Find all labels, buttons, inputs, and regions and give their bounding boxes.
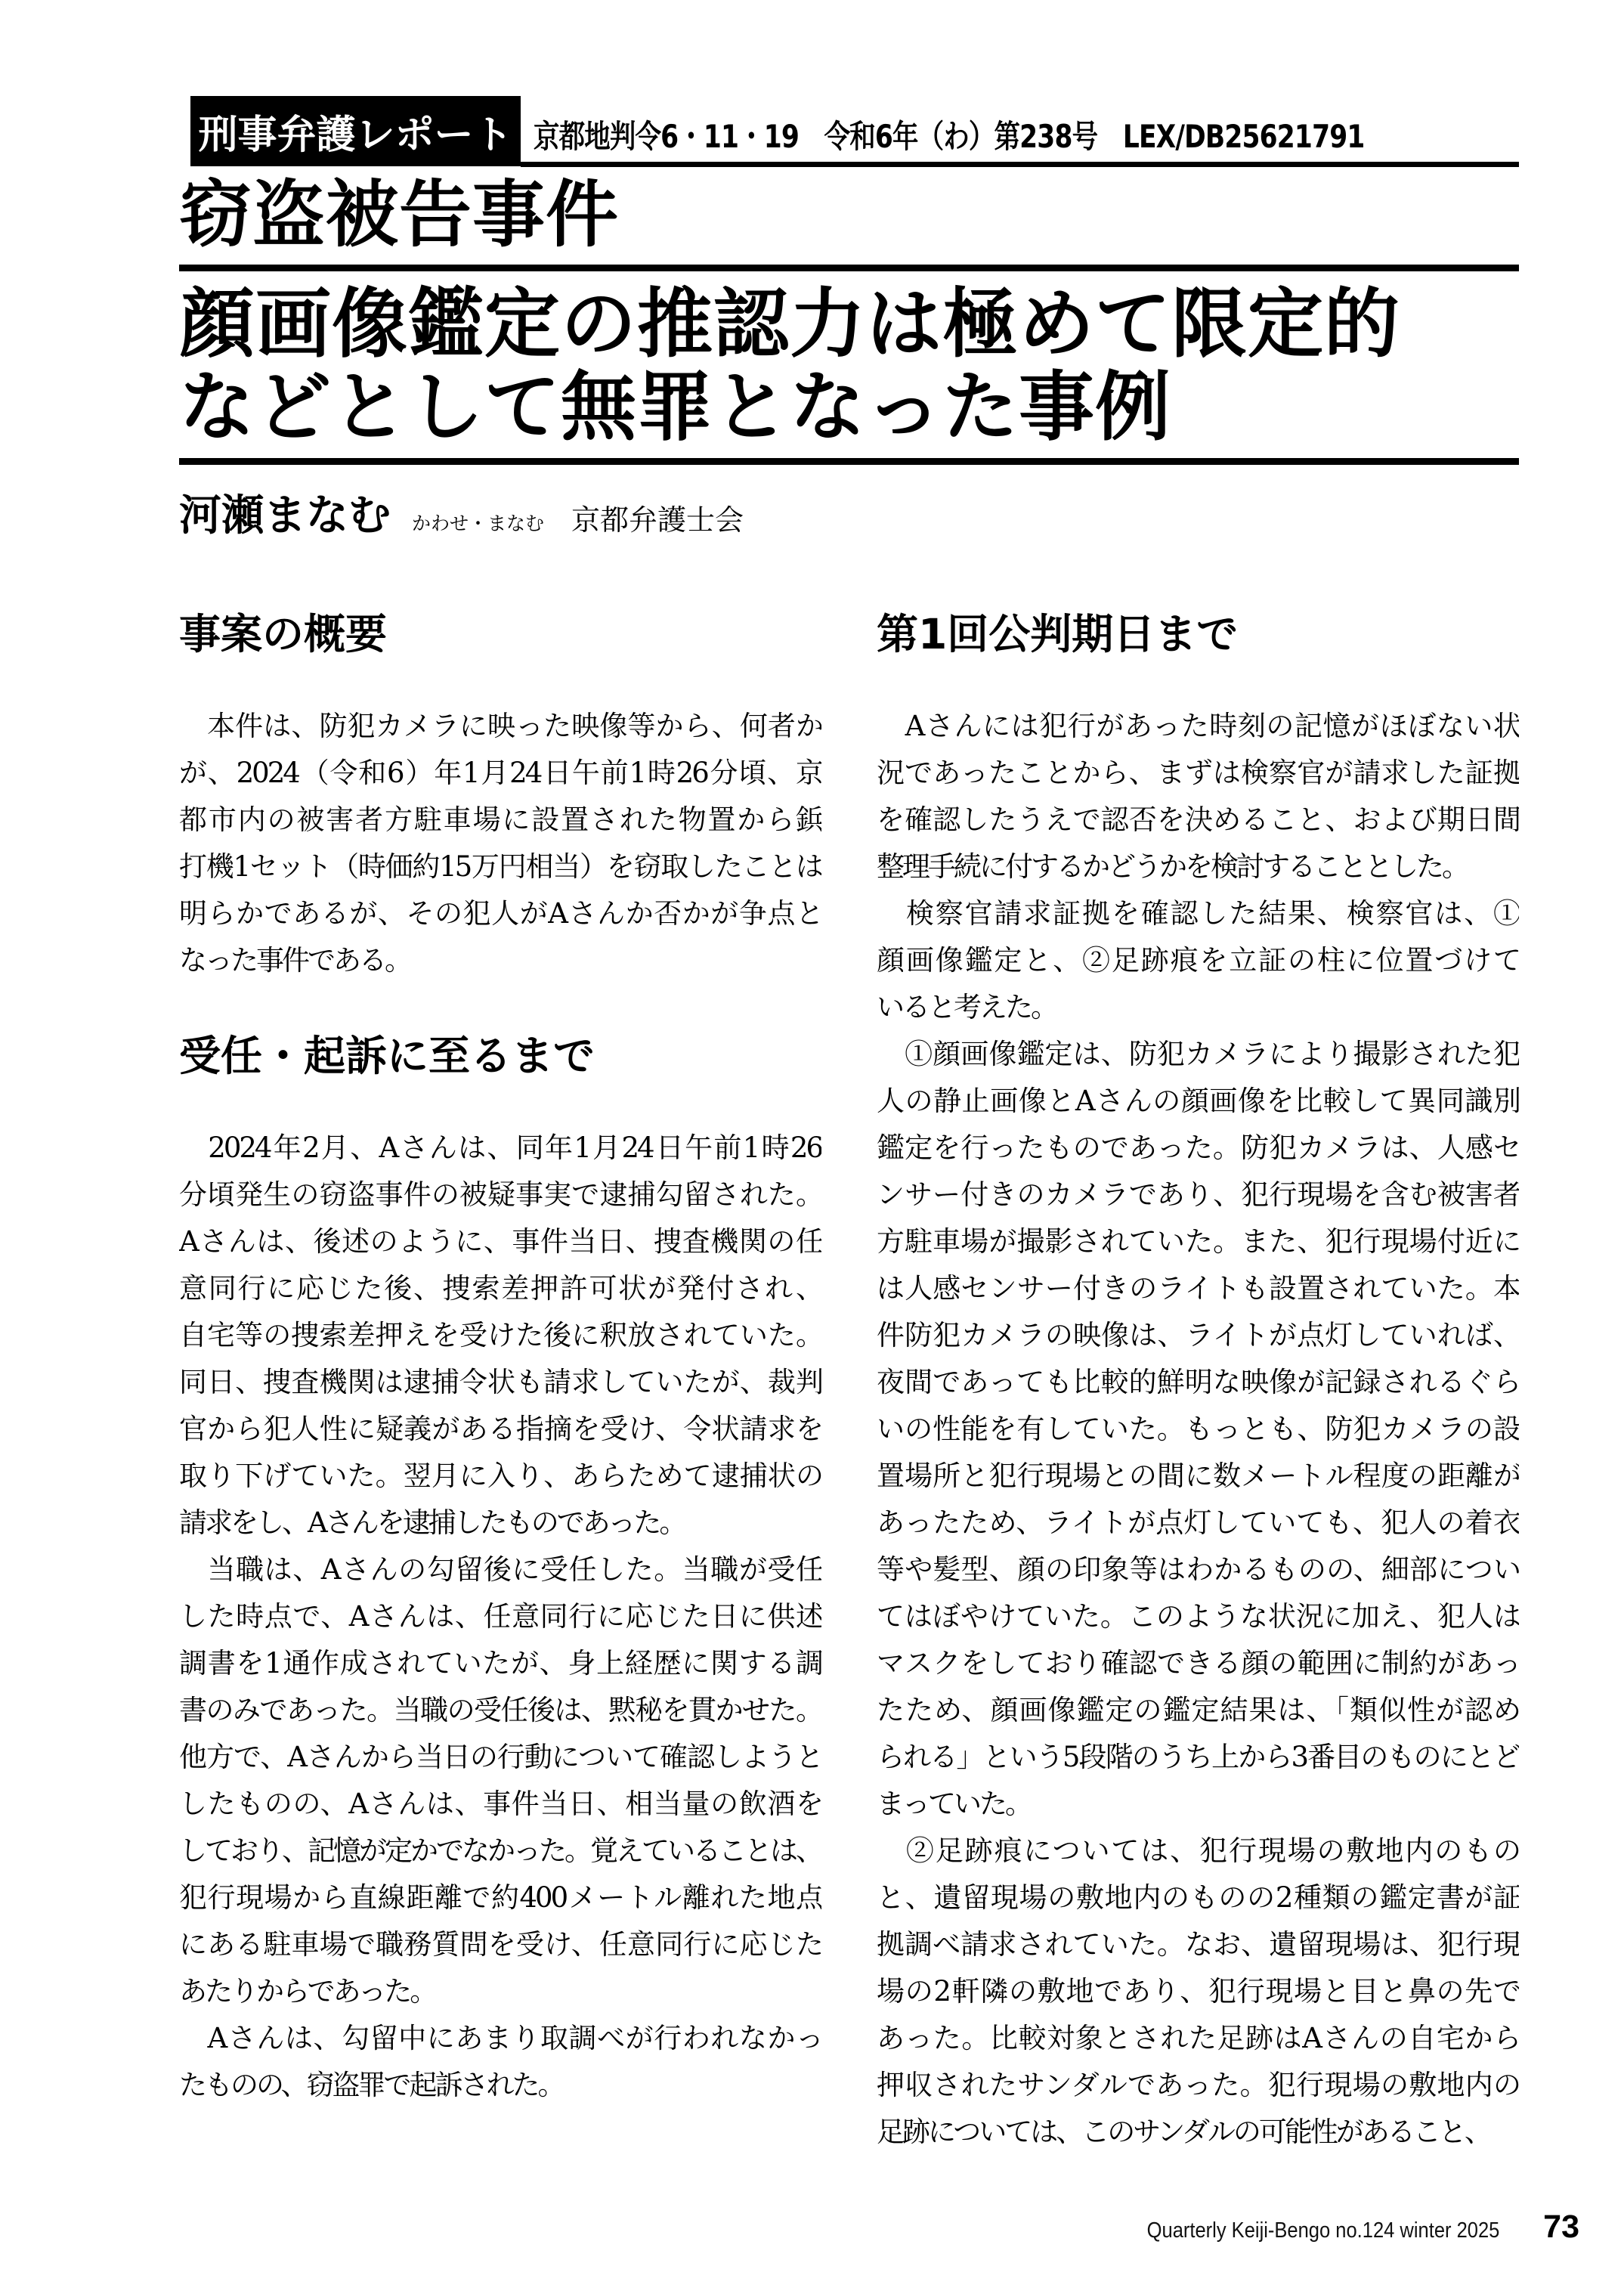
text-line: と、遺留現場の敷地内のものの2種類の鑑定書が証	[877, 1881, 1519, 1914]
section-heading: 事案の概要	[179, 610, 388, 658]
text-line: 2024年2月、Aさんは、同年1月24日午前1時26	[179, 1132, 821, 1164]
text-line: 場の2軒隣の敷地であり、犯行現場と目と鼻の先で	[877, 1975, 1519, 2008]
text-line: ②足跡痕については、犯行現場の敷地内のもの	[877, 1834, 1519, 1867]
report-series-label: 刑事弁護レポート	[198, 113, 513, 158]
text-line: 本件は、防犯カメラに映った映像等から、何者か	[179, 710, 821, 742]
text-line: 整理手続に付するかどうかを検討することとした。	[877, 850, 1468, 883]
article-title	[179, 280, 1400, 451]
text-line: 意同行に応じた後、捜索差押許可状が発付され、	[179, 1272, 821, 1305]
paragraph	[877, 1031, 1519, 1828]
text-line: Aさんは、勾留中にあまり取調べが行われなかっ	[179, 2022, 821, 2054]
text-line: 鑑定を行ったものであった。防犯カメラは、人感セ	[877, 1132, 1519, 1164]
text-line: 自宅等の捜索差押えを受けた後に釈放されていた。	[179, 1319, 821, 1351]
author-name: 河瀬まなむ	[179, 491, 391, 540]
text-line: 置場所と犯行現場との間に数メートル程度の距離が	[877, 1460, 1519, 1492]
text-line: 明らかであるが、その犯人がAさんか否かが争点と	[179, 897, 821, 930]
text-line: 当職は、Aさんの勾留後に受任した。当職が受任	[179, 1553, 821, 1586]
text-line: 況であったことから、まずは検察官が請求した証拠	[877, 757, 1519, 789]
body-column-left	[179, 609, 821, 2109]
journal-name: Quarterly Keiji-Bengo no.124 winter 2025	[1146, 2218, 1500, 2243]
paragraph	[179, 703, 821, 984]
text-line: 検察官請求証拠を確認した結果、検察官は、①	[877, 897, 1519, 930]
article-title-line2: などとして無罪となった事例	[179, 363, 1171, 451]
page-number: 73	[1543, 2209, 1579, 2245]
text-line: られる」という5段階のうち上から3番目のものにとど	[877, 1741, 1519, 1773]
section-heading: 第1回公判期日まで	[877, 610, 1239, 658]
text-line: 夜間であっても比較的鮮明な映像が記録されるぐら	[877, 1366, 1519, 1398]
author-affiliation: 京都弁護士会	[571, 503, 744, 537]
header-rule	[521, 162, 1519, 167]
text-line: を確認したうえで認否を決めること、および期日間	[877, 803, 1519, 836]
author-name-kana: かわせ・まなむ	[412, 512, 545, 534]
text-line: たものの、窃盗罪で起訴された。	[179, 2069, 564, 2101]
text-line: まっていた。	[877, 1788, 1031, 1820]
report-series-badge	[190, 96, 521, 166]
text-line: Aさんは、後述のように、事件当日、捜査機関の任	[179, 1225, 821, 1258]
text-line: が、2024（令和6）年1月24日午前1時26分頃、京	[179, 757, 821, 789]
case-type-heading: 窃盗被告事件	[179, 172, 619, 257]
text-line: 犯行現場から直線距離で約400メートル離れた地点	[179, 1881, 821, 1914]
text-line: ①顔画像鑑定は、防犯カメラにより撮影された犯	[877, 1038, 1519, 1070]
body-column-right	[877, 609, 1519, 2156]
text-line: マスクをしており確認できる顔の範囲に制約があっ	[877, 1647, 1519, 1679]
text-line: 拠調べ請求されていた。なお、遺留現場は、犯行現	[877, 1928, 1519, 1961]
text-line: たため、顔画像鑑定の鑑定結果は、「類似性が認め	[877, 1694, 1519, 1726]
text-line: 人の静止画像とAさんの顔画像を比較して異同識別	[877, 1085, 1519, 1117]
text-line: いの性能を有していた。もっとも、防犯カメラの設	[877, 1413, 1519, 1445]
article-title-line1: 顔画像鑑定の推認力は極めて限定的	[179, 280, 1400, 368]
text-line: 同日、捜査機関は逮捕令状も請求していたが、裁判	[179, 1366, 821, 1398]
section-heading: 受任・起訴に至るまで	[179, 1032, 595, 1080]
text-line: 打機1セット（時価約15万円相当）を窃取したことは	[179, 850, 821, 883]
text-line: いると考えた。	[877, 991, 1056, 1023]
text-line: あたりからであった。	[179, 1975, 436, 2008]
text-line: 件防犯カメラの映像は、ライトが点灯していれば、	[877, 1319, 1519, 1351]
page-footer	[179, 2209, 1579, 2246]
text-line: 方駐車場が撮影されていた。また、犯行現場付近に	[877, 1225, 1519, 1258]
text-line: にある駐車場で職務質問を受け、任意同行に応じた	[179, 1928, 821, 1961]
paragraph	[179, 2015, 821, 2109]
text-line: 他方で、Aさんから当日の行動について確認しようと	[179, 1741, 821, 1773]
paragraph	[179, 1546, 821, 2015]
text-line: した時点で、Aさんは、任意同行に応じた日に供述	[179, 1600, 821, 1633]
text-line: しており、記憶が定かでなかった。覚えていることは、	[179, 1834, 821, 1867]
text-line: なった事件である。	[179, 944, 410, 977]
case-citation: 京都地判令6・11・19 令和6年（わ）第238号 LEX/DB25621791	[534, 118, 1365, 155]
paragraph	[179, 1125, 821, 1546]
text-line: てはぼやけていた。このような状況に加え、犯人は	[877, 1600, 1519, 1633]
text-line: 等や髪型、顔の印象等はわかるものの、細部につい	[877, 1553, 1519, 1586]
author-byline	[179, 482, 744, 543]
title-rule-top	[179, 265, 1519, 271]
paragraph	[877, 890, 1519, 1031]
text-line: 押収されたサンダルであった。犯行現場の敷地内の	[877, 2069, 1519, 2101]
text-line: 顔画像鑑定と、②足跡痕を立証の柱に位置づけて	[877, 944, 1519, 977]
text-line: 取り下げていた。翌月に入り、あらためて逮捕状の	[179, 1460, 821, 1492]
text-line: 請求をし、Aさんを逮捕したものであった。	[179, 1506, 685, 1539]
text-line: 調書を1通作成されていたが、身上経歴に関する調	[179, 1647, 821, 1679]
text-line: ンサー付きのカメラであり、犯行現場を含む被害者	[877, 1178, 1519, 1211]
text-line: 都市内の被害者方駐車場に設置された物置から鋲	[179, 803, 821, 836]
text-line: は人感センサー付きのライトも設置されていた。本	[877, 1272, 1519, 1305]
text-line: あったため、ライトが点灯していても、犯人の着衣	[877, 1506, 1519, 1539]
paragraph	[877, 1828, 1519, 2156]
text-line: 分頃発生の窃盗事件の被疑事実で逮捕勾留された。	[179, 1178, 821, 1211]
text-line: あった。比較対象とされた足跡はAさんの自宅から	[877, 2022, 1519, 2054]
text-line: 足跡については、このサンダルの可能性があること、	[877, 2116, 1490, 2148]
text-line: 書のみであった。当職の受任後は、黙秘を貫かせた。	[179, 1694, 821, 1726]
text-line: したものの、Aさんは、事件当日、相当量の飲酒を	[179, 1788, 821, 1820]
paragraph	[877, 703, 1519, 890]
text-line: 官から犯人性に疑義がある指摘を受け、令状請求を	[179, 1413, 821, 1445]
text-line: Aさんには犯行があった時刻の記憶がほぼない状	[877, 710, 1519, 742]
title-rule-bottom	[179, 458, 1519, 465]
